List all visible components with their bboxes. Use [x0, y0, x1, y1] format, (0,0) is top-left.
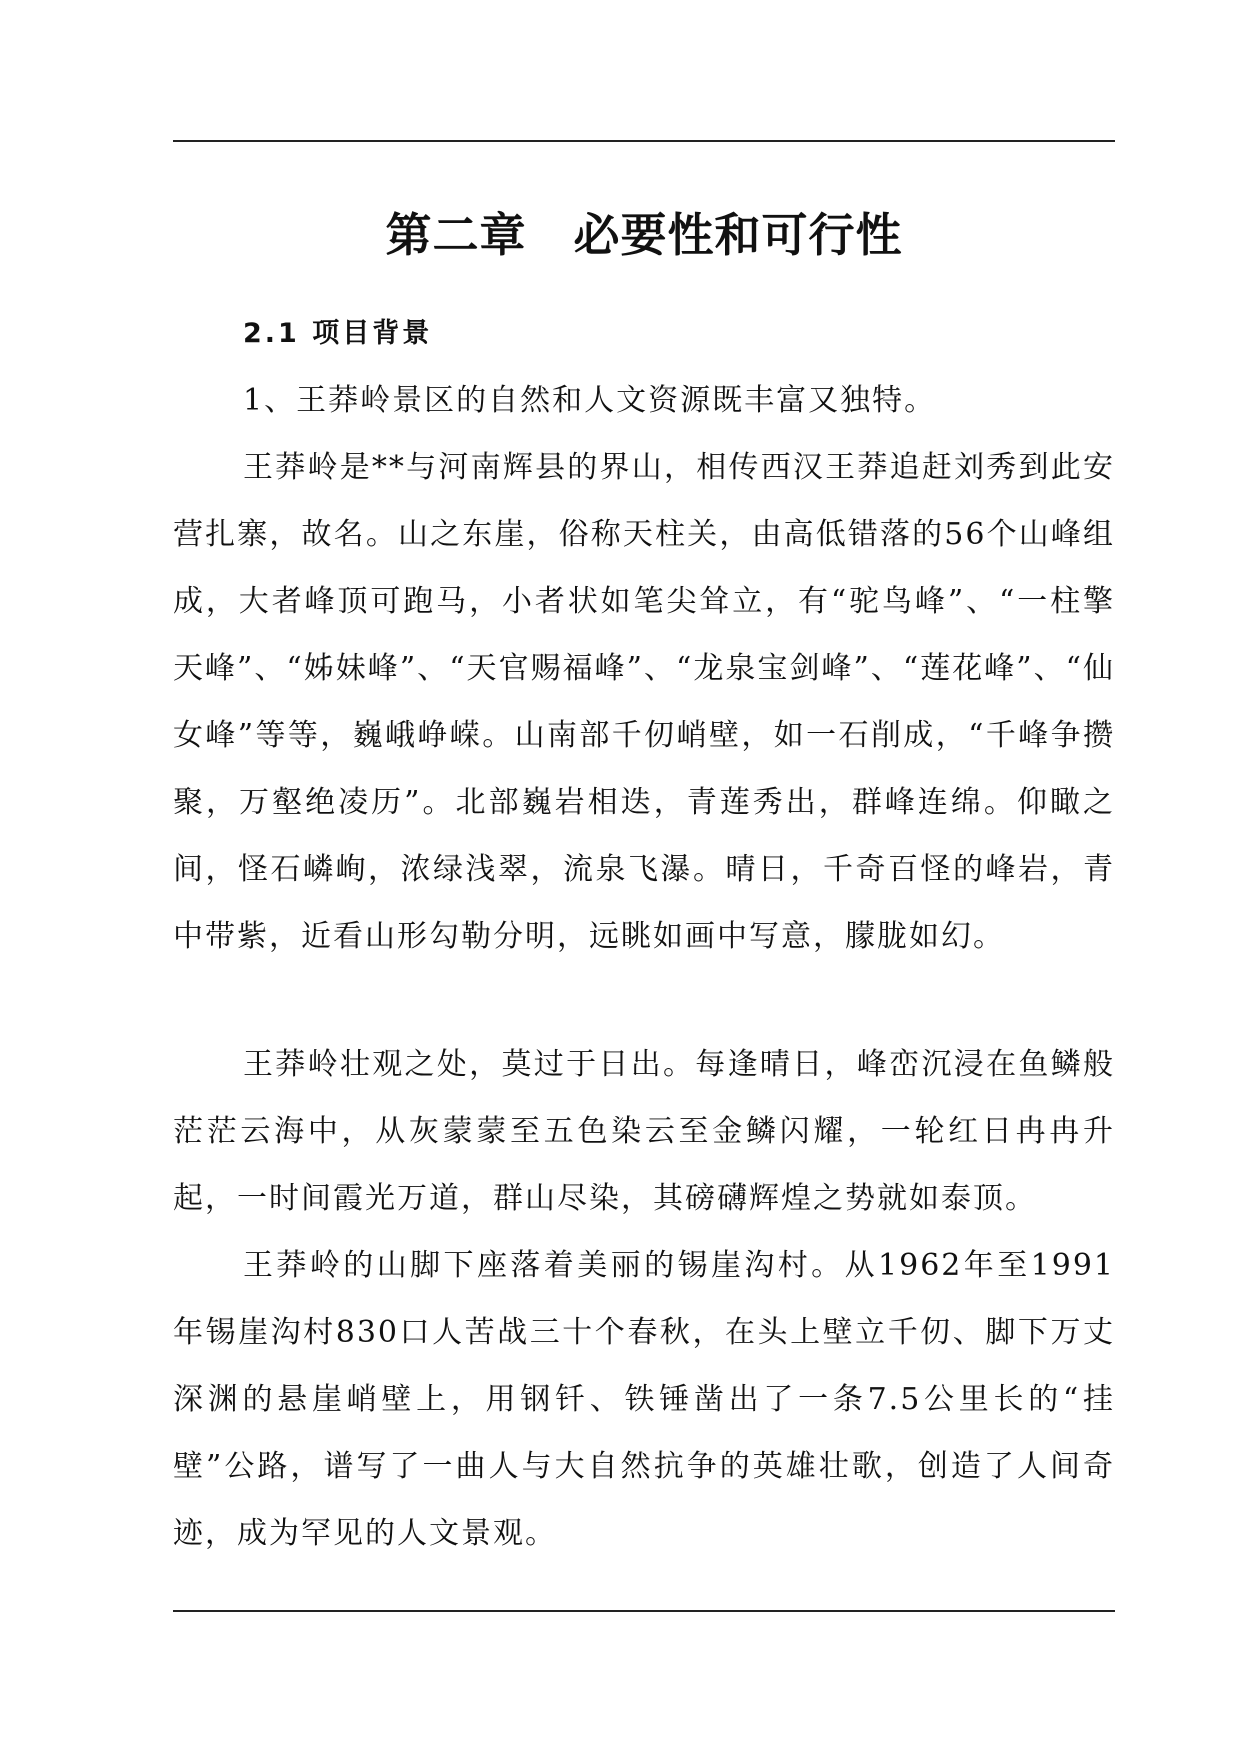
chapter-title: 第二章 必要性和可行性: [385, 208, 903, 262]
section-heading: 2.1 项目背景: [243, 318, 433, 349]
paragraph-village: 王莽岭的山脚下座落着美丽的锡崖沟村。从1962年至1991年锡崖沟村830口人苦战三十个春秋，在头上壁立千仞、脚下万丈深渊的悬崖峭壁上，用钢钎、铁锤凿出了一条7.5公里长的“挂壁”公路，谱写了一曲人与大自然抗争的英雄壮歌，创造了人间奇迹，成为罕见的人文景观。: [173, 1248, 1115, 1551]
footer-rule: [173, 1610, 1115, 1612]
paragraph-intro: 1、王莽岭景区的自然和人文资源既丰富又独特。: [243, 383, 937, 418]
header-rule: [173, 140, 1115, 142]
paragraph-sunrise: 王莽岭壮观之处，莫过于日出。每逢晴日，峰峦沉浸在鱼鳞般茫茫云海中，从灰蒙蒙至五色染云至金鳞闪耀，一轮红日冉冉升起，一时间霞光万道，群山尽染，其磅礴辉煌之势就如泰顶。: [173, 1047, 1115, 1216]
paragraph-landscape: 王莽岭是**与河南辉县的界山，相传西汉王莽追赶刘秀到此安营扎寨，故名。山之东崖，俗称天柱关，由高低错落的56个山峰组成，大者峰顶可跑马，小者状如笔尖耸立，有“驼鸟峰”、“一柱擎天峰”、“姊妹峰”、“天官赐福峰”、“龙泉宝剑峰”、“莲花峰”、“仙女峰”等等，巍峨峥嵘。山南部千仞峭壁，如一石削成，“千峰争攒聚，万壑绝凌历”。北部巍岩相迭，青莲秀出，群峰连绵。仰瞰之间，怪石嶙峋，浓绿浅翠，流泉飞瀑。晴日，千奇百怪的峰岩，青中带紫，近看山形勾勒分明，远眺如画中写意，朦胧如幻。: [173, 450, 1115, 954]
